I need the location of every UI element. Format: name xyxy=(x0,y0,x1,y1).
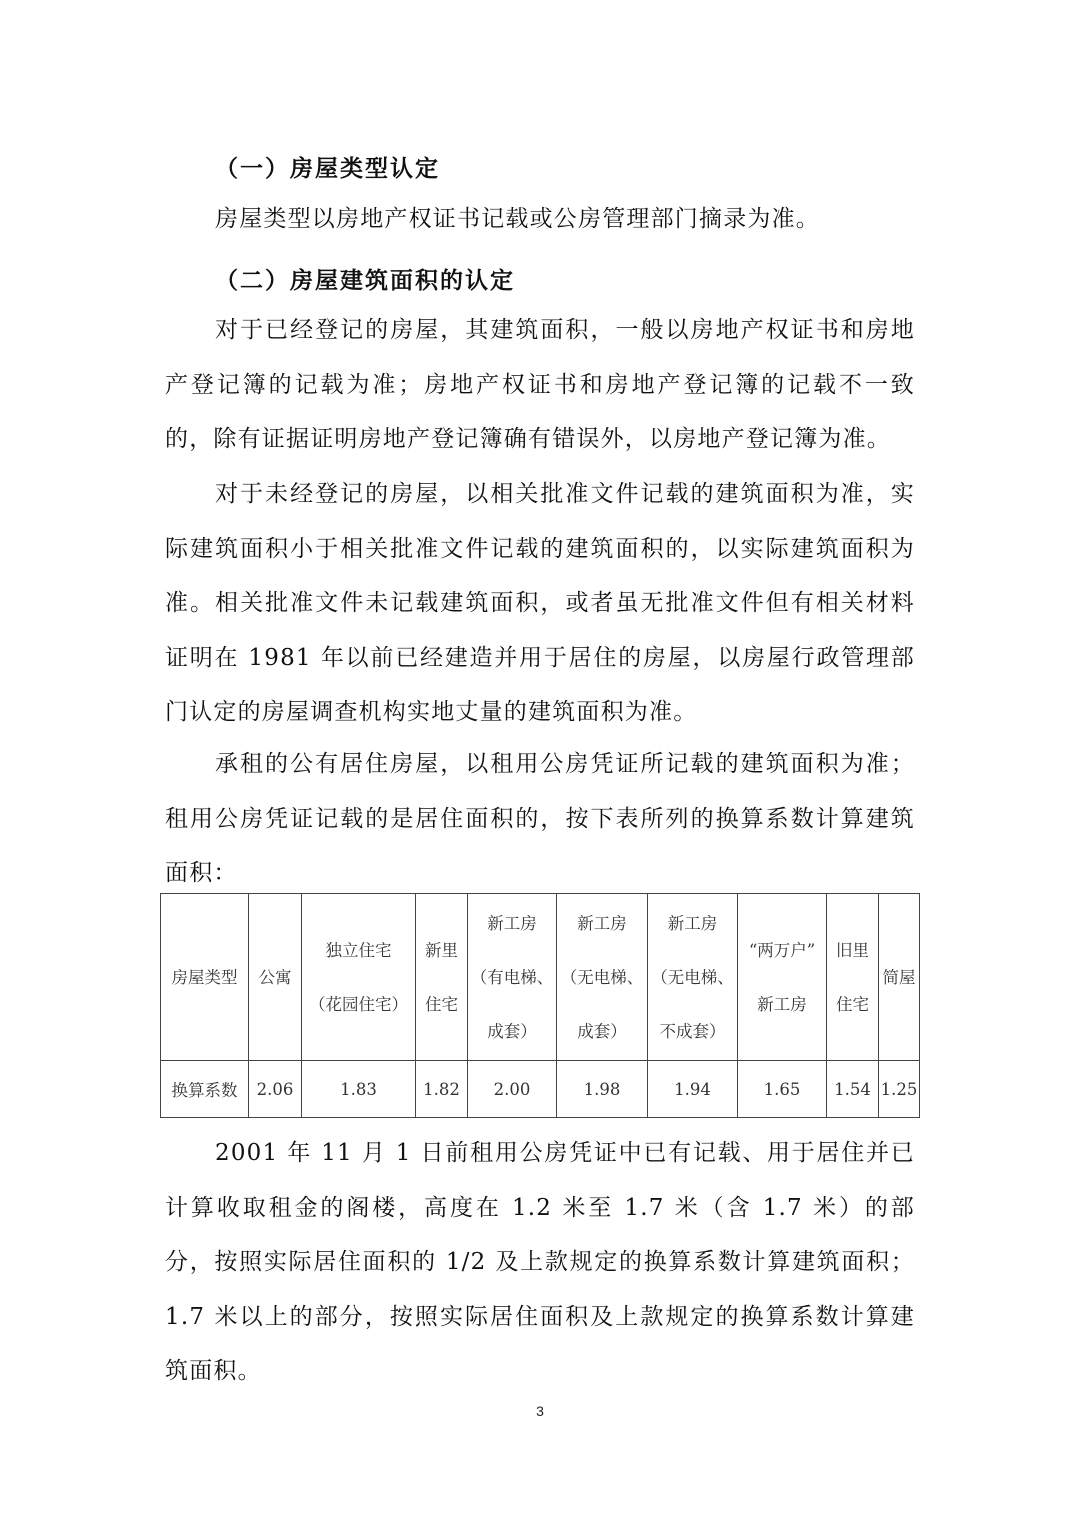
table-row-label: 换算系数 xyxy=(161,1061,249,1118)
table-value-cell: 2.06 xyxy=(249,1061,302,1118)
paragraph-registered-houses: 对于已经登记的房屋，其建筑面积，一般以房地产权证书和房地产登记簿的记载为准；房地产权证书和房地产登记簿的记载不一致的，除有证据证明房地产登记簿确有错误外，以房地产登记簿为准。 xyxy=(165,317,915,452)
table-value-cell: 1.98 xyxy=(557,1061,648,1118)
table-header-cell: “两万户” 新工房 xyxy=(738,894,827,1061)
table-value-cell: 1.94 xyxy=(648,1061,738,1118)
table-header-cell: 新里 住宅 xyxy=(416,894,468,1061)
table-value-cell: 2.00 xyxy=(468,1061,557,1118)
section-heading-house-type: （一）房屋类型认定 xyxy=(215,156,440,182)
table-header-cell: 新工房 （有电梯、 成套） xyxy=(468,894,557,1061)
paragraph-public-housing: 承租的公有居住房屋，以租用公房凭证所记载的建筑面积为准；租用公房凭证记载的是居住面积的，按下表所列的换算系数计算建筑面积： xyxy=(165,751,915,886)
table-header-cell: 独立住宅 （花园住宅） xyxy=(302,894,416,1061)
table-value-cell: 1.25 xyxy=(879,1061,920,1118)
paragraph-unregistered-houses: 对于未经登记的房屋，以相关批准文件记载的建筑面积为准，实际建筑面积小于相关批准文件记载的建筑面积的，以实际建筑面积为准。相关批准文件未记载建筑面积，或者虽无批准文件但有相关材料证明在 1981 年以前已经建造并用于居住的房屋，以房屋行政管理部门认定的房屋调查机构实地丈量的建筑面积为准。 xyxy=(165,481,915,725)
table-value-cell: 1.83 xyxy=(302,1061,416,1118)
table-header-row xyxy=(161,894,920,1061)
table-value-cell: 1.65 xyxy=(738,1061,827,1118)
paragraph-attic-rule: 2001 年 11 月 1 日前租用公房凭证中已有记载、用于居住并已计算收取租金的阁楼，高度在 1.2 米至 1.7 米（含 1.7 米）的部分，按照实际居住面积的 1/2 及上款规定的换算系数计算建筑面积；1.7 米以上的部分，按照实际居住面积及上款规定的换算系数计算建筑面积。 xyxy=(165,1140,915,1384)
table-header-cell: 新工房 （无电梯、 不成套） xyxy=(648,894,738,1061)
table-header-label: 房屋类型 xyxy=(161,894,249,1061)
table-value-cell: 1.82 xyxy=(416,1061,468,1118)
table-value-row xyxy=(161,1061,920,1118)
table-value-cell: 1.54 xyxy=(827,1061,879,1118)
table-header-cell: 公寓 xyxy=(249,894,302,1061)
table-header-cell: 旧里 住宅 xyxy=(827,894,879,1061)
conversion-coefficient-table xyxy=(160,893,920,1118)
paragraph-house-type: 房屋类型以房地产权证书记载或公房管理部门摘录为准。 xyxy=(215,206,820,232)
table-header-cell: 新工房 （无电梯、 成套） xyxy=(557,894,648,1061)
section-heading-floor-area: （二）房屋建筑面积的认定 xyxy=(215,268,515,294)
page-number: 3 xyxy=(536,1403,544,1419)
table-header-cell: 简屋 xyxy=(879,894,920,1061)
